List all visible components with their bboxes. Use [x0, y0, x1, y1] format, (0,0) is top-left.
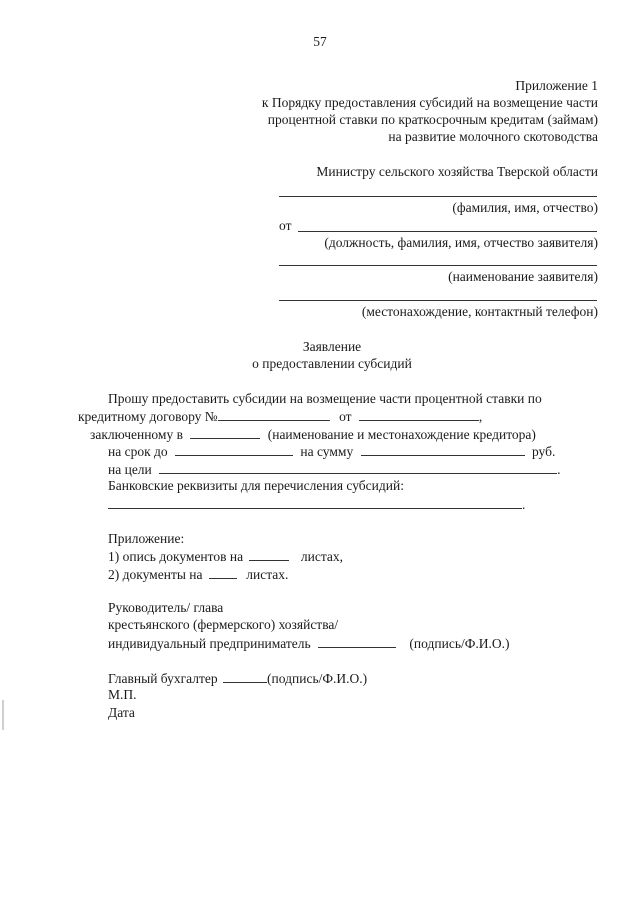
attachment-1-blank: [249, 548, 289, 561]
amount-blank: [361, 443, 525, 456]
creditor-blank: [190, 426, 260, 439]
attachment-1-text: 1) опись документов на: [108, 549, 244, 564]
purpose-label: на цели: [108, 462, 152, 477]
bank-details-label: Банковские реквизиты для перечисления субсидий:: [108, 478, 404, 493]
contract-label: кредитному договору №: [78, 409, 218, 424]
document-subtitle: о предоставлении субсидий: [252, 356, 412, 371]
concluded-label: заключенному в: [90, 427, 183, 442]
location-line: [279, 300, 597, 301]
head-signature-hint: (подпись/Ф.И.О.): [409, 636, 510, 651]
contract-date-blank: [359, 408, 479, 421]
applicant-name-hint: (наименование заявителя): [448, 269, 598, 284]
head-title-text: индивидуальный предприниматель: [108, 636, 311, 651]
head-signature-blank: [318, 635, 396, 648]
attachment-1-suffix: листах,: [300, 549, 343, 564]
comma: ,: [478, 409, 483, 424]
applicant-hint: (должность, фамилия, имя, отчество заявителя): [324, 235, 598, 250]
body-line-3: [90, 426, 536, 443]
purpose-blank: [159, 461, 557, 474]
appendix-text-line: на развитие молочного скотоводства: [388, 129, 598, 144]
body-line-2: [78, 408, 482, 425]
fio-line: [279, 196, 597, 197]
addressee-minister: Министру сельского хозяйства Тверской области: [316, 164, 598, 179]
body-line-4: [108, 443, 555, 460]
appendix-text-line: процентной ставки по краткосрочным кредитам (займам): [267, 112, 598, 127]
accountant-hint: (подпись/Ф.И.О.): [267, 671, 368, 686]
head-title-line-1: Руководитель/ глава: [108, 600, 224, 615]
amount-label: на сумму: [300, 444, 354, 459]
date-label: Дата: [108, 705, 135, 720]
attachment-2-text: 2) документы на: [108, 567, 203, 582]
contract-number-blank: [218, 408, 330, 421]
term-label: на срок до: [108, 444, 168, 459]
creditor-hint: (наименование и местонахождение кредитора): [267, 427, 536, 442]
contract-from-label: от: [339, 409, 352, 424]
head-title-line-2: крестьянского (фермерского) хозяйства/: [108, 617, 339, 632]
body-line-1: Прошу предоставить субсидии на возмещение части процентной ставки по: [108, 391, 542, 406]
attachment-2-blank: [209, 566, 237, 579]
head-title-line-3: [108, 635, 510, 652]
from-label: от: [279, 218, 292, 233]
page-number: 57: [313, 34, 327, 49]
body-line-5: [108, 461, 561, 478]
attachment-2-suffix: листах.: [246, 567, 289, 582]
applicant-line: [298, 231, 597, 232]
accountant-line: [108, 670, 367, 687]
period: .: [557, 462, 561, 477]
term-blank: [175, 443, 293, 456]
body-line-7: [108, 496, 525, 513]
period: .: [522, 497, 526, 512]
accountant-label: Главный бухгалтер: [108, 671, 218, 686]
accountant-signature-blank: [223, 670, 267, 683]
document-title: Заявление: [302, 339, 362, 354]
applicant-name-line: [279, 265, 597, 266]
attachments-heading: Приложение:: [108, 531, 185, 546]
bank-details-blank: [108, 496, 522, 509]
location-hint: (местонахождение, контактный телефон): [361, 304, 598, 319]
attachment-item-1: [108, 548, 343, 565]
currency-label: руб.: [531, 444, 556, 459]
attachment-item-2: [108, 566, 288, 583]
stamp-label: М.П.: [108, 687, 137, 702]
fio-hint: (фамилия, имя, отчество): [452, 200, 598, 215]
appendix-number: Приложение 1: [515, 78, 598, 93]
scan-mark: [2, 700, 4, 730]
appendix-text-line: к Порядку предоставления субсидий на возмещение части: [261, 95, 598, 110]
